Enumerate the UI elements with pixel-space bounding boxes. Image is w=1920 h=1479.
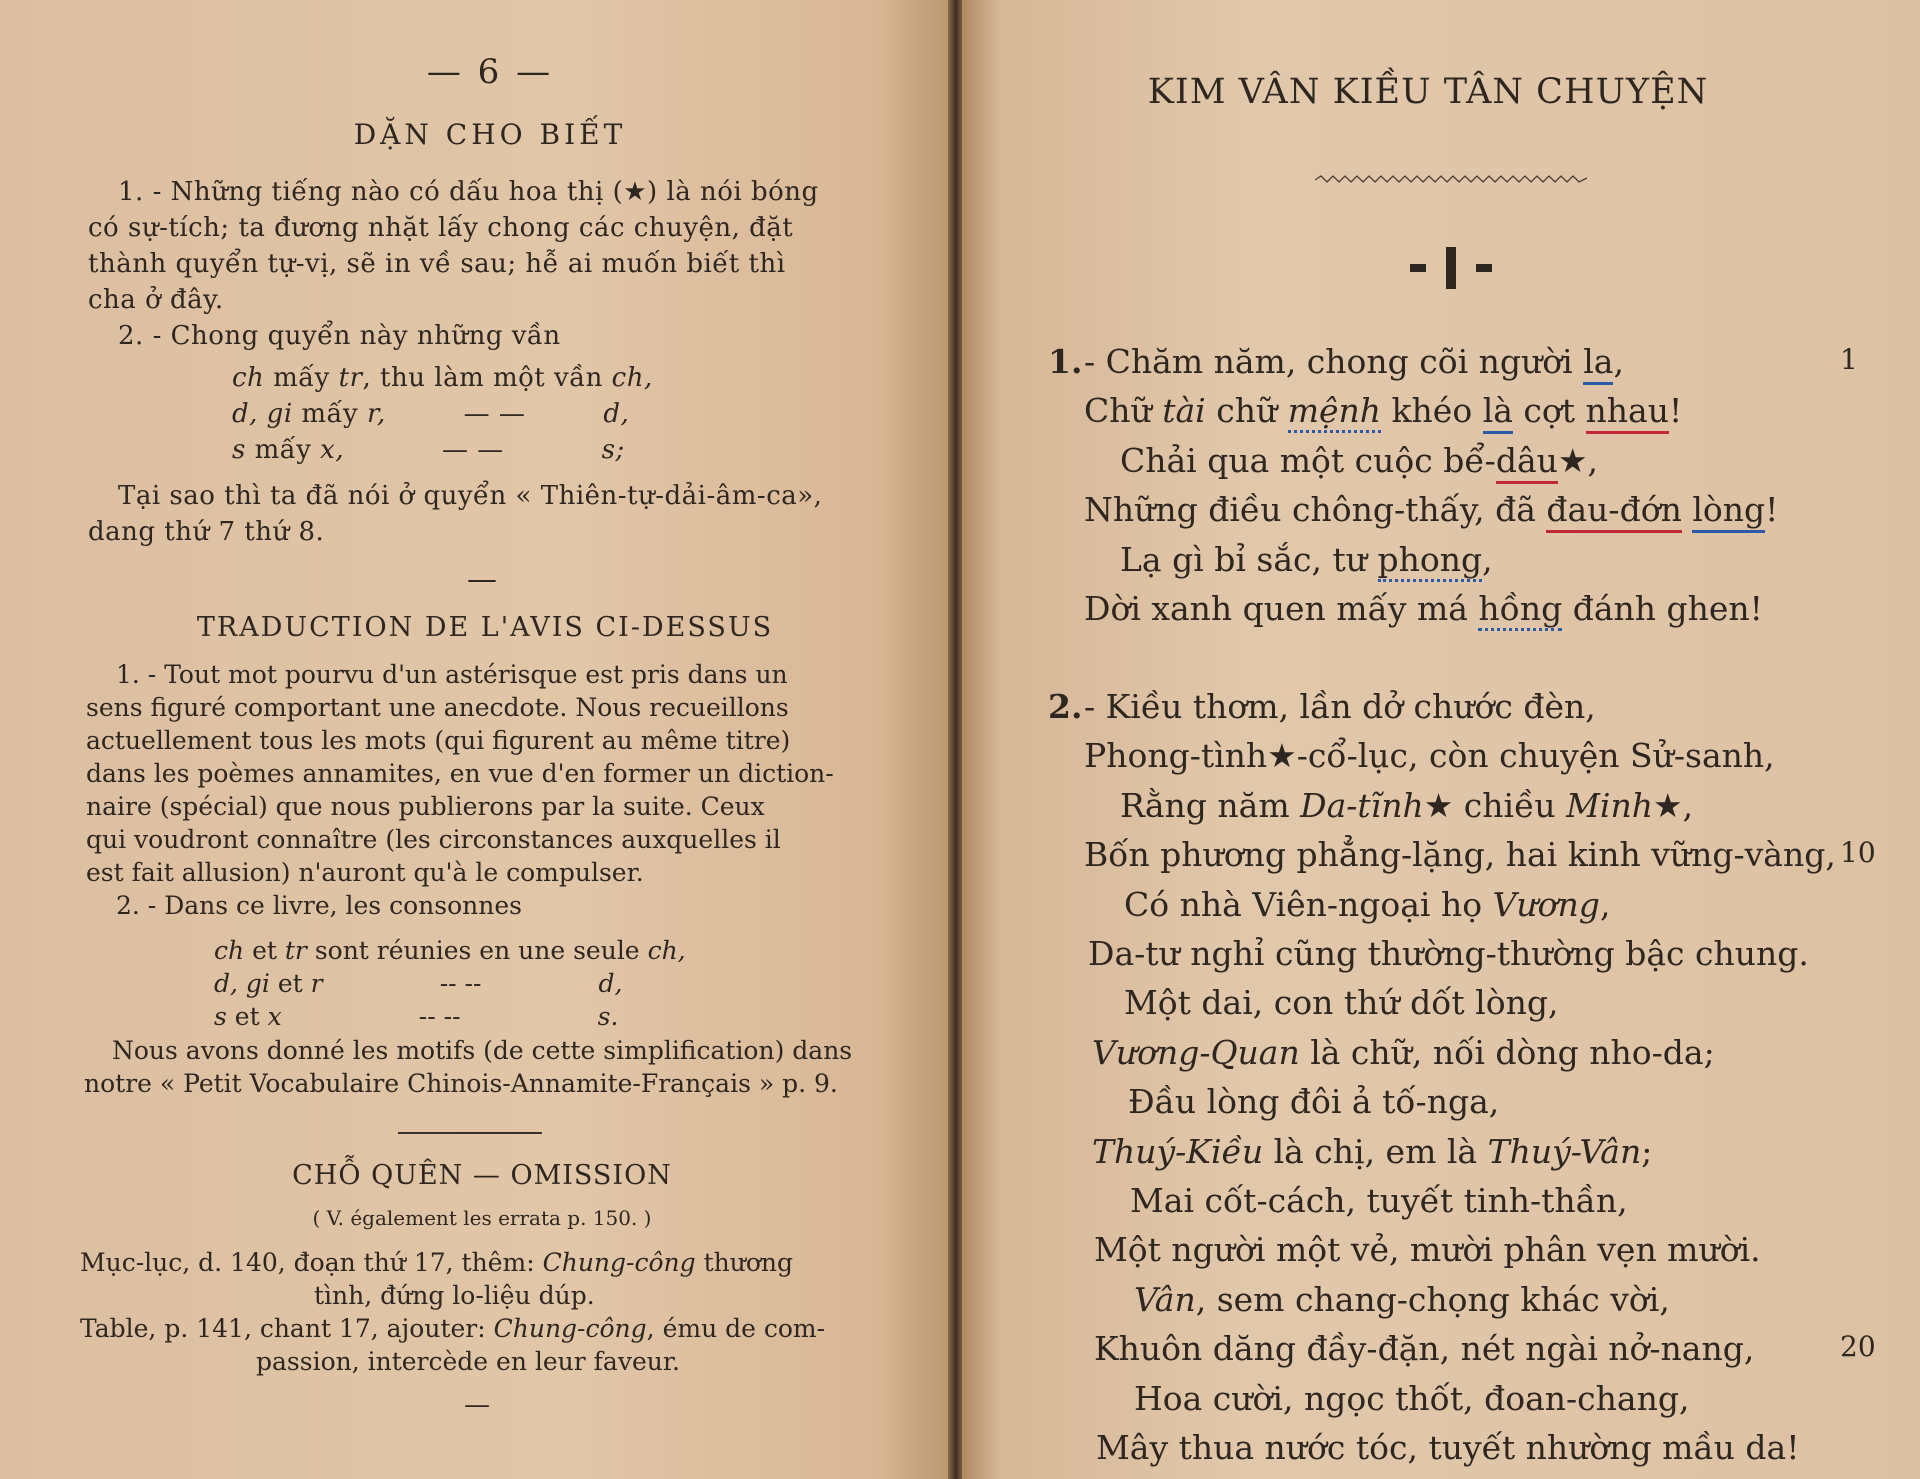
cell: — —	[463, 399, 526, 429]
verse-segment: chữ	[1205, 391, 1288, 430]
omission-line: tình, đứng lo-liệu dúp.	[314, 1281, 595, 1310]
cell: d, gi	[232, 399, 293, 429]
cell: d,	[598, 969, 623, 998]
verse-segment: Bốn phương phẳng-lặng, hai kinh vững-vàng,	[1084, 835, 1836, 874]
wavy-ornament	[1315, 174, 1587, 186]
verse-segment: Thuý-Vân	[1487, 1132, 1642, 1171]
text: Chung-công	[542, 1248, 696, 1277]
section-mark-text	[1410, 245, 1412, 246]
verse-line	[1084, 485, 1778, 534]
vn-note	[88, 174, 819, 354]
vn-tail	[88, 478, 822, 550]
separator-rule	[398, 1132, 542, 1134]
verse-segment: Phong-tình★-cổ-lục, còn chuyện Sử-sanh,	[1084, 736, 1775, 775]
verse-segment: ,	[1482, 540, 1493, 579]
verse-segment: Rằng năm	[1120, 786, 1301, 825]
omission-fr	[80, 1312, 825, 1378]
fr-line: est fait allusion) n'auront qu'à le compulser.	[86, 858, 644, 887]
verse-segment: lòng	[1692, 490, 1765, 533]
cell: ch	[232, 363, 265, 393]
omission-heading: CHỖ QUÊN — OMISSION	[292, 1160, 672, 1191]
verse-line	[1092, 1028, 1715, 1077]
verse-segment: Một dai, con thứ dốt lòng,	[1124, 983, 1559, 1022]
cell: mấy	[273, 363, 330, 393]
page-number: — 6 —	[426, 52, 554, 92]
verse-segment: Một người một vẻ, mười phân vẹn mười.	[1094, 1230, 1761, 1269]
verse-segment: cợt	[1512, 391, 1586, 430]
vn-row	[232, 360, 653, 396]
verse-line	[1084, 731, 1775, 780]
cell: d, gi	[214, 969, 270, 998]
cell: x	[267, 1002, 282, 1031]
fr-line: Nous avons donné les motifs (de cette simplification) dans	[112, 1036, 853, 1065]
poem-title: KIM VÂN KIỀU TÂN CHUYỆN	[1147, 72, 1709, 112]
verse-segment: Vương-Quan	[1092, 1033, 1300, 1072]
fr-line: dans les poèmes annamites, en vue d'en former un diction-	[86, 759, 834, 788]
omission-line	[80, 1312, 825, 1345]
line-number: 10	[1840, 836, 1876, 869]
end-mark: —	[464, 1390, 490, 1420]
fr-line: 1. - Tout mot pourvu d'un astérisque est pris dans un	[116, 660, 788, 689]
verse-segment: Dời xanh quen mấy má	[1084, 589, 1479, 628]
verse-line	[1124, 978, 1558, 1027]
verse-line	[1084, 584, 1763, 633]
vn-line: dang thứ 7 thứ 8.	[88, 517, 325, 547]
fr-row	[214, 967, 686, 1000]
vn-line: thành quyển tự-vị, sẽ in về sau; hễ ai muốn biết thì	[88, 249, 786, 279]
fr-tail	[84, 1034, 852, 1100]
verse-segment	[1682, 490, 1693, 529]
line-number: 20	[1840, 1330, 1876, 1363]
verse-segment: phong	[1378, 540, 1483, 582]
verse-line	[1120, 436, 1598, 485]
verse-line	[1120, 781, 1693, 830]
text: Table, p. 141, chant 17, ajouter:	[80, 1314, 486, 1343]
verse-line	[1048, 682, 1596, 731]
cell: s.	[597, 1002, 619, 1031]
fr-line: notre « Petit Vocabulaire Chinois-Annamite-Français » p. 9.	[84, 1069, 838, 1098]
fr-consonant-table	[214, 934, 686, 1033]
verse-segment: đau-đớn	[1546, 490, 1681, 533]
cell: s	[232, 435, 246, 465]
fr-note	[86, 658, 834, 922]
verse-segment: Mai cốt-cách, tuyết tinh-thần,	[1130, 1181, 1628, 1220]
verse-segment: ★ chiều	[1423, 786, 1567, 825]
vn-row	[232, 396, 653, 432]
translation-heading: TRADUCTION DE L'AVIS CI-DESSUS	[196, 612, 774, 643]
verse-line	[1134, 1275, 1670, 1324]
verse-segment: , sem chang-chọng khác vời,	[1195, 1280, 1670, 1319]
verse-segment: ;	[1641, 1132, 1653, 1171]
verse-line	[1094, 1225, 1761, 1274]
verse-segment: Lạ gì bỉ sắc, tư	[1120, 540, 1378, 579]
omission-vn	[80, 1246, 793, 1312]
vn-line: 1. - Những tiếng nào có dấu hoa thị (★) là nói bóng	[118, 177, 819, 207]
verse-segment: Vương	[1492, 885, 1600, 924]
omission-line	[80, 1246, 793, 1279]
text: Mục-lục, d. 140, đoạn thứ 17, thêm:	[80, 1248, 535, 1277]
verse-segment: Minh	[1566, 786, 1653, 825]
verse-line	[1048, 337, 1624, 386]
verse-line	[1124, 880, 1610, 929]
verse-line	[1096, 1423, 1800, 1472]
fr-line: sens figuré comportant une anecdote. Nous recueillons	[86, 693, 789, 722]
notice-heading: DẶN CHO BIẾT	[353, 118, 627, 151]
cell: tr	[338, 363, 363, 393]
fr-row	[214, 934, 686, 967]
verse-segment: Da-tư nghỉ cũng thường-thường bậc chung.	[1088, 934, 1809, 973]
text: thương	[703, 1248, 793, 1277]
omission-line: passion, intercède en leur faveur.	[256, 1347, 680, 1376]
cell: mấy	[301, 399, 359, 429]
verse-line	[1088, 929, 1809, 978]
verse-segment: Thuý-Kiều	[1092, 1132, 1264, 1171]
verse-segment: Hoa cười, ngọc thốt, đoan-chang,	[1134, 1379, 1690, 1418]
cell: ch,	[647, 936, 686, 965]
verse-line	[1094, 1324, 1754, 1373]
cell: r,	[366, 399, 386, 429]
verse-segment: - Chăm năm, chong cõi người	[1084, 342, 1584, 381]
verse-line	[1120, 535, 1493, 584]
fr-line: naire (spécial) que nous publierons par la suite. Ceux	[86, 792, 765, 821]
verse-segment: !	[1668, 391, 1683, 430]
vn-line: có sự-tích; ta đương nhặt lấy chong các chuyện, đặt	[88, 213, 794, 243]
section-mark-glyph	[1410, 245, 1494, 293]
errata-note: ( V. également les errata p. 150. )	[312, 1206, 652, 1230]
verse-segment: nhau	[1586, 391, 1669, 434]
verse-segment: khéo	[1381, 391, 1483, 430]
cell: et	[277, 969, 303, 998]
verse-segment: Da-tĩnh	[1300, 786, 1424, 825]
verse-segment: Mây thua nước tóc, tuyết nhường mầu da!	[1096, 1428, 1800, 1467]
vn-row	[232, 432, 653, 468]
cell: s	[214, 1002, 227, 1031]
cell: -- --	[439, 969, 482, 998]
verse-segment: !	[1765, 490, 1779, 529]
left-page	[0, 0, 952, 1479]
cell: et	[234, 1002, 260, 1031]
fr-row	[214, 1000, 686, 1033]
cell: d,	[603, 399, 630, 429]
verse-segment: ,	[1599, 885, 1611, 924]
stanza-number: 1.	[1048, 342, 1083, 381]
section-mark	[1410, 245, 1494, 297]
verse-segment: dâu	[1496, 441, 1558, 484]
verse-line	[1084, 386, 1682, 435]
cell: mấy	[254, 435, 312, 465]
verse-segment: ,	[1613, 342, 1624, 381]
line-number: 1	[1840, 343, 1858, 376]
cell: ch,	[611, 363, 653, 393]
verse-segment: hồng	[1478, 589, 1562, 631]
fr-line: 2. - Dans ce livre, les consonnes	[116, 891, 522, 920]
verse-line	[1084, 830, 1836, 879]
fr-line: qui voudront connaître (les circonstances auxquelles il	[86, 825, 781, 854]
cell: s;	[601, 435, 625, 465]
fr-line: actuellement tous les mots (qui figurent au même titre)	[86, 726, 791, 755]
cell: — —	[441, 435, 504, 465]
cell: et	[252, 936, 277, 965]
cell: sont réunies en une seule	[314, 936, 640, 965]
cell: , thu làm một vần	[362, 363, 603, 393]
verse-segment: là	[1483, 391, 1513, 434]
cell: r	[310, 969, 323, 998]
verse-segment: Chải qua một cuộc bể-	[1120, 441, 1496, 480]
verse-segment: tài	[1162, 391, 1206, 430]
verse-segment: đánh ghen!	[1562, 589, 1763, 628]
verse-line	[1092, 1127, 1652, 1176]
verse-segment: Những điều chông-thấy, đã	[1084, 490, 1547, 529]
cell: x,	[320, 435, 345, 465]
verse-segment: - Kiều thơm, lần dở chước đèn,	[1084, 687, 1596, 726]
cell: ch	[214, 936, 245, 965]
vn-consonant-table	[232, 360, 653, 468]
verse-segment: ★,	[1653, 786, 1694, 825]
stanza-number: 2.	[1048, 687, 1083, 726]
vn-line: 2. - Chong quyển này những vần	[118, 321, 561, 351]
verse-segment: mệnh	[1288, 391, 1381, 433]
text: , ému de com-	[646, 1314, 826, 1343]
section-divider: —	[467, 562, 497, 597]
verse-segment: Có nhà Viên-ngoại họ	[1124, 885, 1493, 924]
cell: -- --	[418, 1002, 461, 1031]
verse-segment: Khuôn dăng đầy-đặn, nét ngài nở-nang,	[1094, 1329, 1755, 1368]
vn-line: Tại sao thì ta đã nói ở quyển « Thiên-tự-dải-âm-ca»,	[118, 481, 823, 511]
verse-segment: ★,	[1557, 441, 1598, 480]
text: Chung-công	[493, 1314, 647, 1343]
verse-line	[1130, 1176, 1628, 1225]
verse-line	[1134, 1374, 1689, 1423]
verse-segment: Đầu lòng đôi ả tố-nga,	[1128, 1082, 1500, 1121]
verse-line	[1128, 1077, 1499, 1126]
cell: tr	[284, 936, 307, 965]
verse-segment: là chữ, nối dòng nho-da;	[1299, 1033, 1715, 1072]
verse-segment: Vân	[1134, 1280, 1196, 1319]
verse-segment: la	[1583, 342, 1613, 385]
verse-segment: Chữ	[1084, 391, 1163, 430]
vn-line: cha ở đây.	[88, 285, 224, 315]
verse-segment: là chị, em là	[1263, 1132, 1488, 1171]
